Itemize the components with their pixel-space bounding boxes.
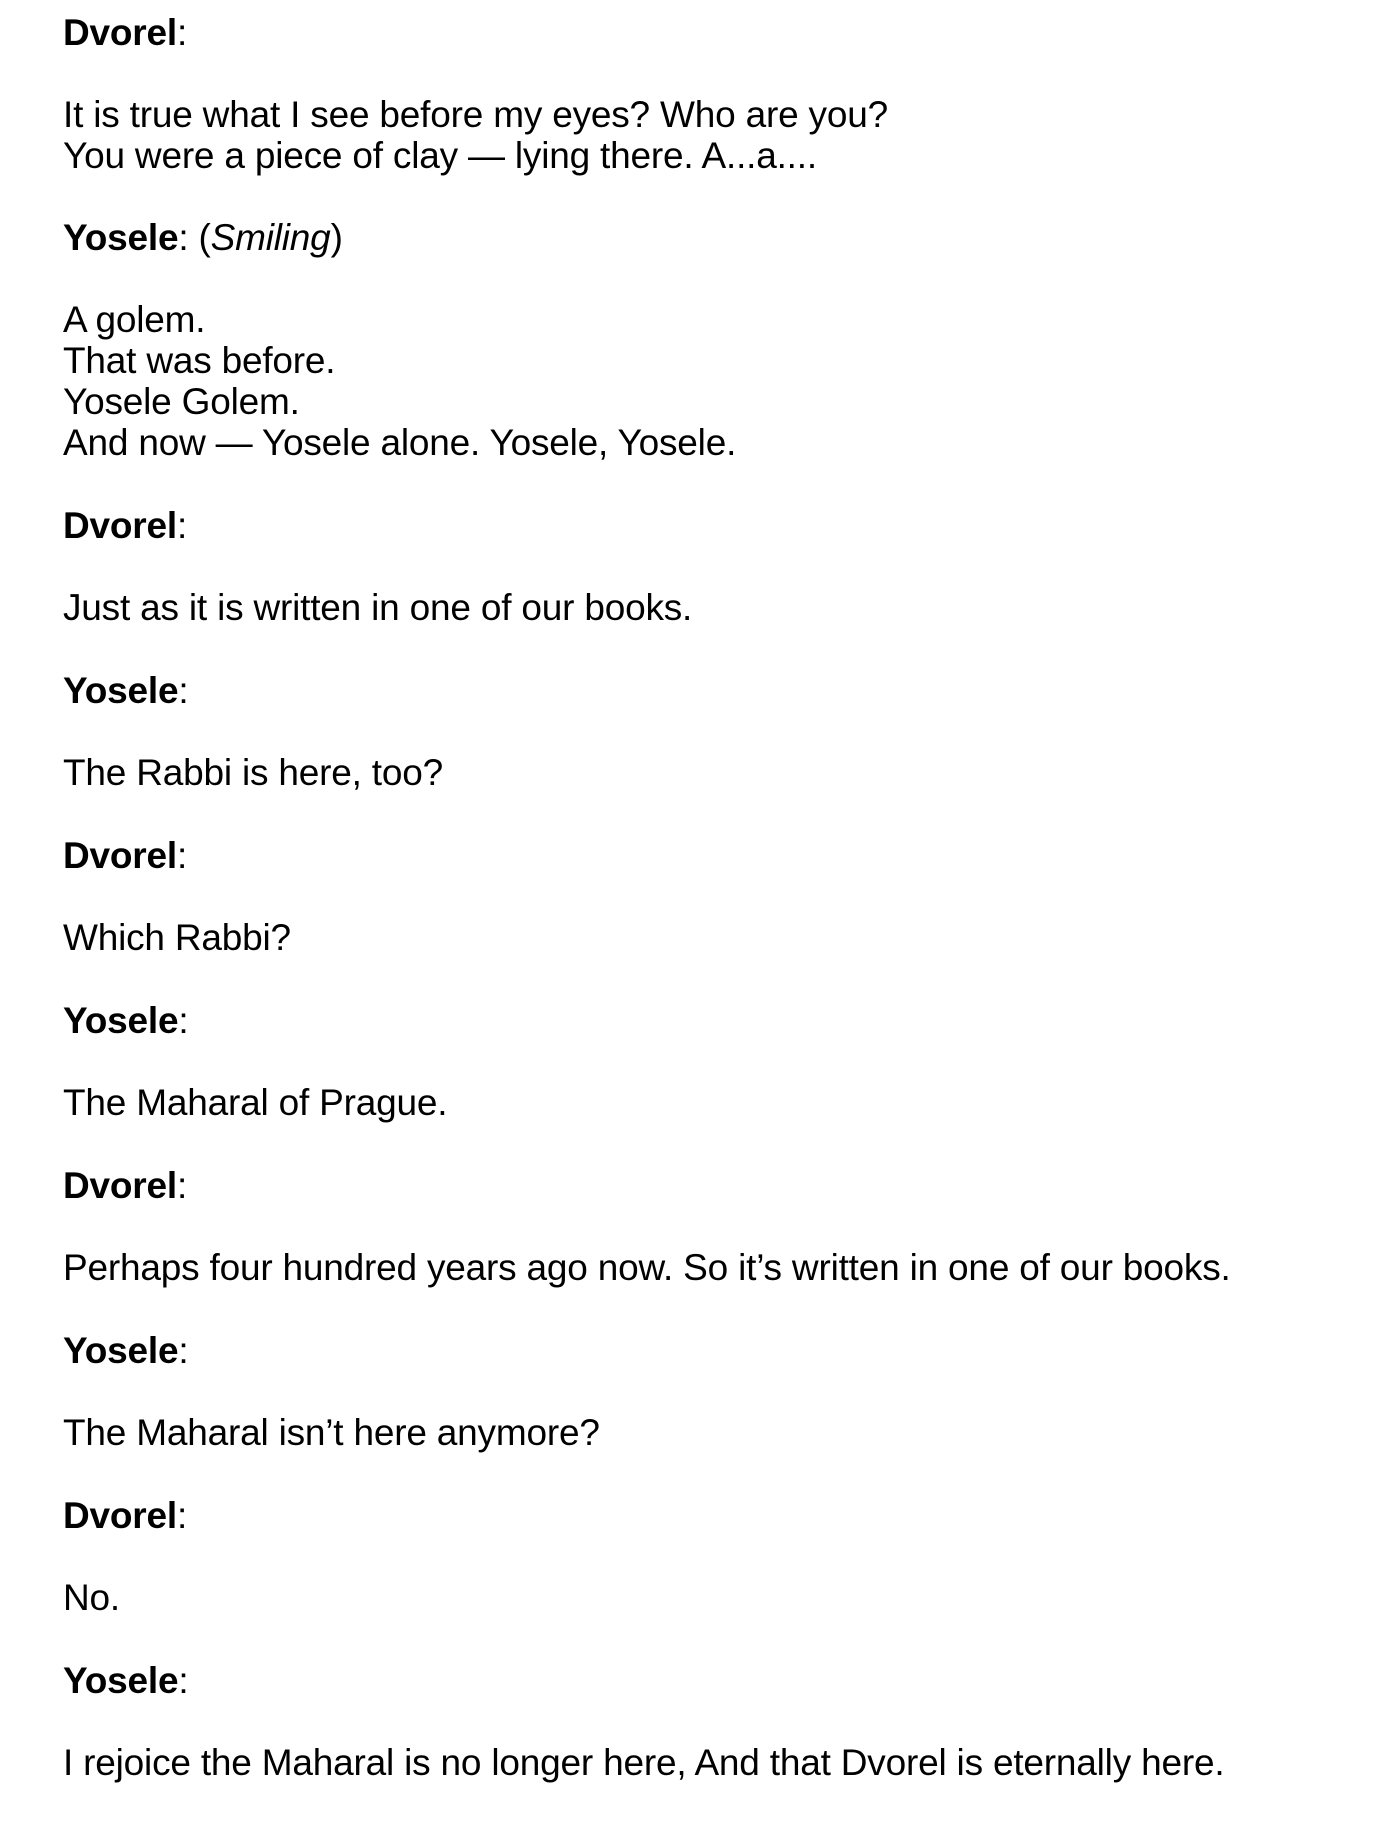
speaker-line: Yosele: [63, 1330, 189, 1371]
speaker-line: Yosele: [63, 1660, 189, 1701]
dialogue-line: I rejoice the Maharal is no longer here, And that Dvorel is eternally here. [63, 1742, 1225, 1783]
dialogue-line: A golem. [63, 299, 206, 340]
speaker-line: Yosele: [63, 670, 189, 711]
speaker-name: Dvorel [63, 12, 177, 53]
dialogue-line: That was before. [63, 340, 336, 381]
dialogue-line: And now — Yosele alone. Yosele, Yosele. [63, 422, 737, 463]
dialogue-line: You were a piece of clay — lying there. A...a.... [63, 135, 817, 176]
speaker-line: Dvorel: [63, 1165, 188, 1206]
speaker-line: Yosele: (Smiling) [63, 217, 343, 258]
speaker-line: Dvorel: [63, 1495, 188, 1536]
speaker-name: Dvorel [63, 1495, 177, 1536]
speaker-name: Dvorel [63, 505, 177, 546]
stage-direction: Smiling [210, 217, 331, 258]
speaker-name: Yosele [63, 1330, 179, 1371]
speaker-line: Dvorel: [63, 12, 188, 53]
speaker-line: Dvorel: [63, 505, 188, 546]
speaker-name: Dvorel [63, 1165, 177, 1206]
dialogue-line: Perhaps four hundred years ago now. So it’s written in one of our books. [63, 1247, 1231, 1288]
dialogue-line: No. [63, 1577, 120, 1618]
speaker-name: Yosele [63, 1000, 179, 1041]
speaker-line: Dvorel: [63, 835, 188, 876]
dialogue-line: Just as it is written in one of our books. [63, 587, 693, 628]
speaker-name: Dvorel [63, 835, 177, 876]
dialogue-line: The Maharal isn’t here anymore? [63, 1412, 600, 1453]
dialogue-line: It is true what I see before my eyes? Who are you? [63, 94, 888, 135]
speaker-name: Yosele [63, 670, 179, 711]
dialogue-line: The Rabbi is here, too? [63, 752, 444, 793]
dialogue-line: Yosele Golem. [63, 381, 300, 422]
speaker-name: Yosele [63, 1660, 179, 1701]
speaker-line: Yosele: [63, 1000, 189, 1041]
dialogue-line: The Maharal of Prague. [63, 1082, 448, 1123]
speaker-name: Yosele [63, 217, 179, 258]
dialogue-line: Which Rabbi? [63, 917, 291, 958]
